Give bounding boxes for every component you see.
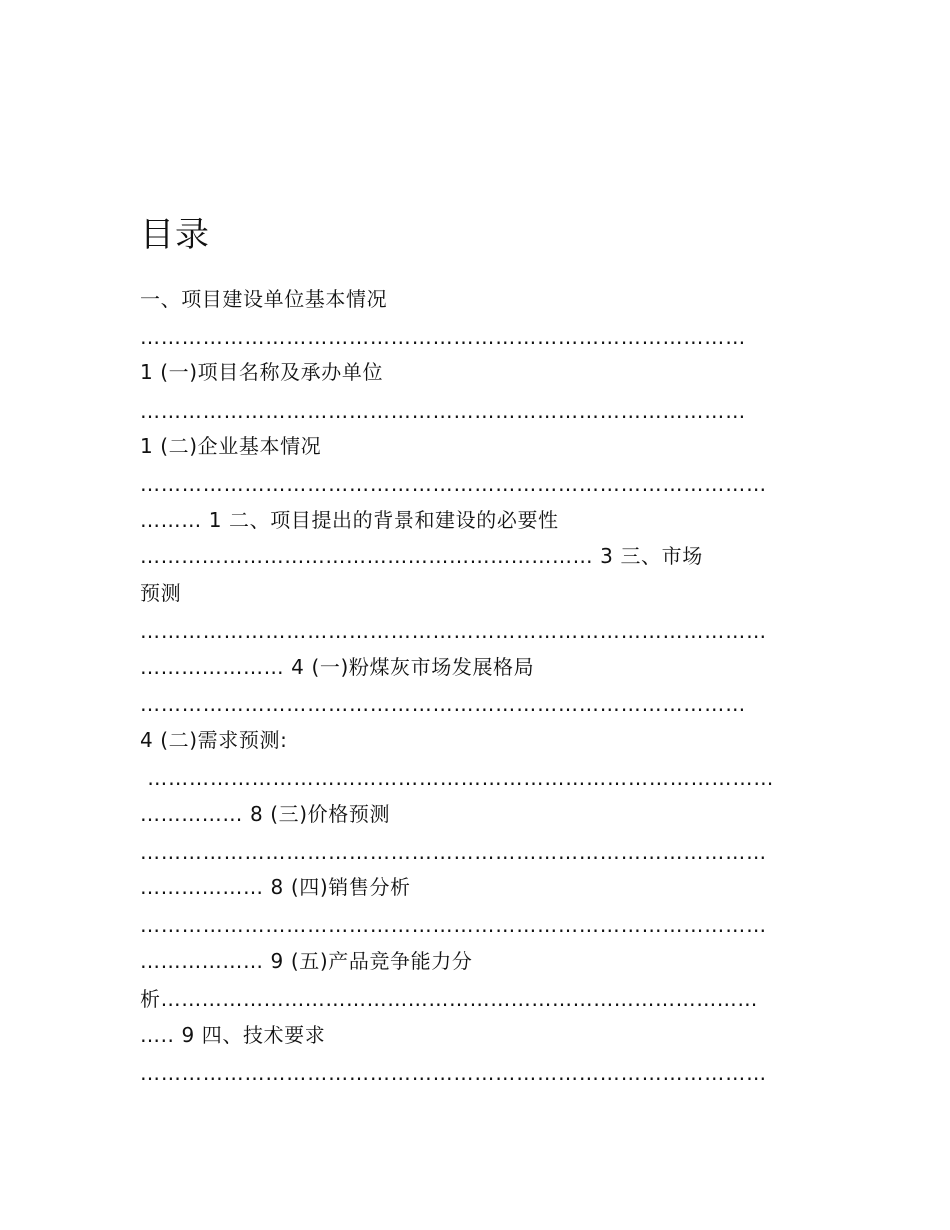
toc-dot-leader: ………………………………………………………………………………	[140, 1061, 767, 1085]
toc-line: ………………………………………………………… 3 三、市场	[140, 544, 703, 568]
toc-line: ………………… 4 (一)粉煤灰市场发展格局	[140, 655, 535, 679]
toc-line: ……………… 8 (四)销售分析	[140, 875, 411, 899]
toc-dot-leader: ………………………………………………………………………………	[140, 619, 767, 643]
toc-line: 一、项目建设单位基本情况	[140, 287, 388, 311]
toc-dot-leader: ………………………………………………………………………………	[140, 840, 767, 864]
toc-line: ……… 1 二、项目提出的背景和建设的必要性	[140, 508, 559, 532]
toc-line: 1 (二)企业基本情况	[140, 434, 322, 458]
toc-line: ….. 9 四、技术要求	[140, 1023, 326, 1047]
toc-dot-leader: ………………………………………………………………………………	[140, 472, 767, 496]
toc-line: 1 (一)项目名称及承办单位	[140, 360, 384, 384]
toc-dot-leader: ……………………………………………………………………………	[140, 399, 747, 423]
toc-line: 析……………………………………………………………………………	[140, 987, 758, 1011]
toc-dot-leader: ………………………………………………………………………………	[140, 913, 767, 937]
toc-line: ……………… 9 (五)产品竞争能力分	[140, 949, 473, 973]
toc-dot-leader: ……………………………………………………………………………	[140, 325, 747, 349]
toc-title: 目录	[140, 215, 210, 255]
toc-line: …………… 8 (三)价格预测	[140, 802, 391, 826]
toc-dot-leader: ……………………………………………………………………………	[140, 692, 747, 716]
toc-dot-leader: ………………………………………………………………………………	[140, 766, 775, 790]
toc-line: 4 (二)需求预测:	[140, 728, 288, 752]
toc-line: 预测	[140, 581, 182, 605]
